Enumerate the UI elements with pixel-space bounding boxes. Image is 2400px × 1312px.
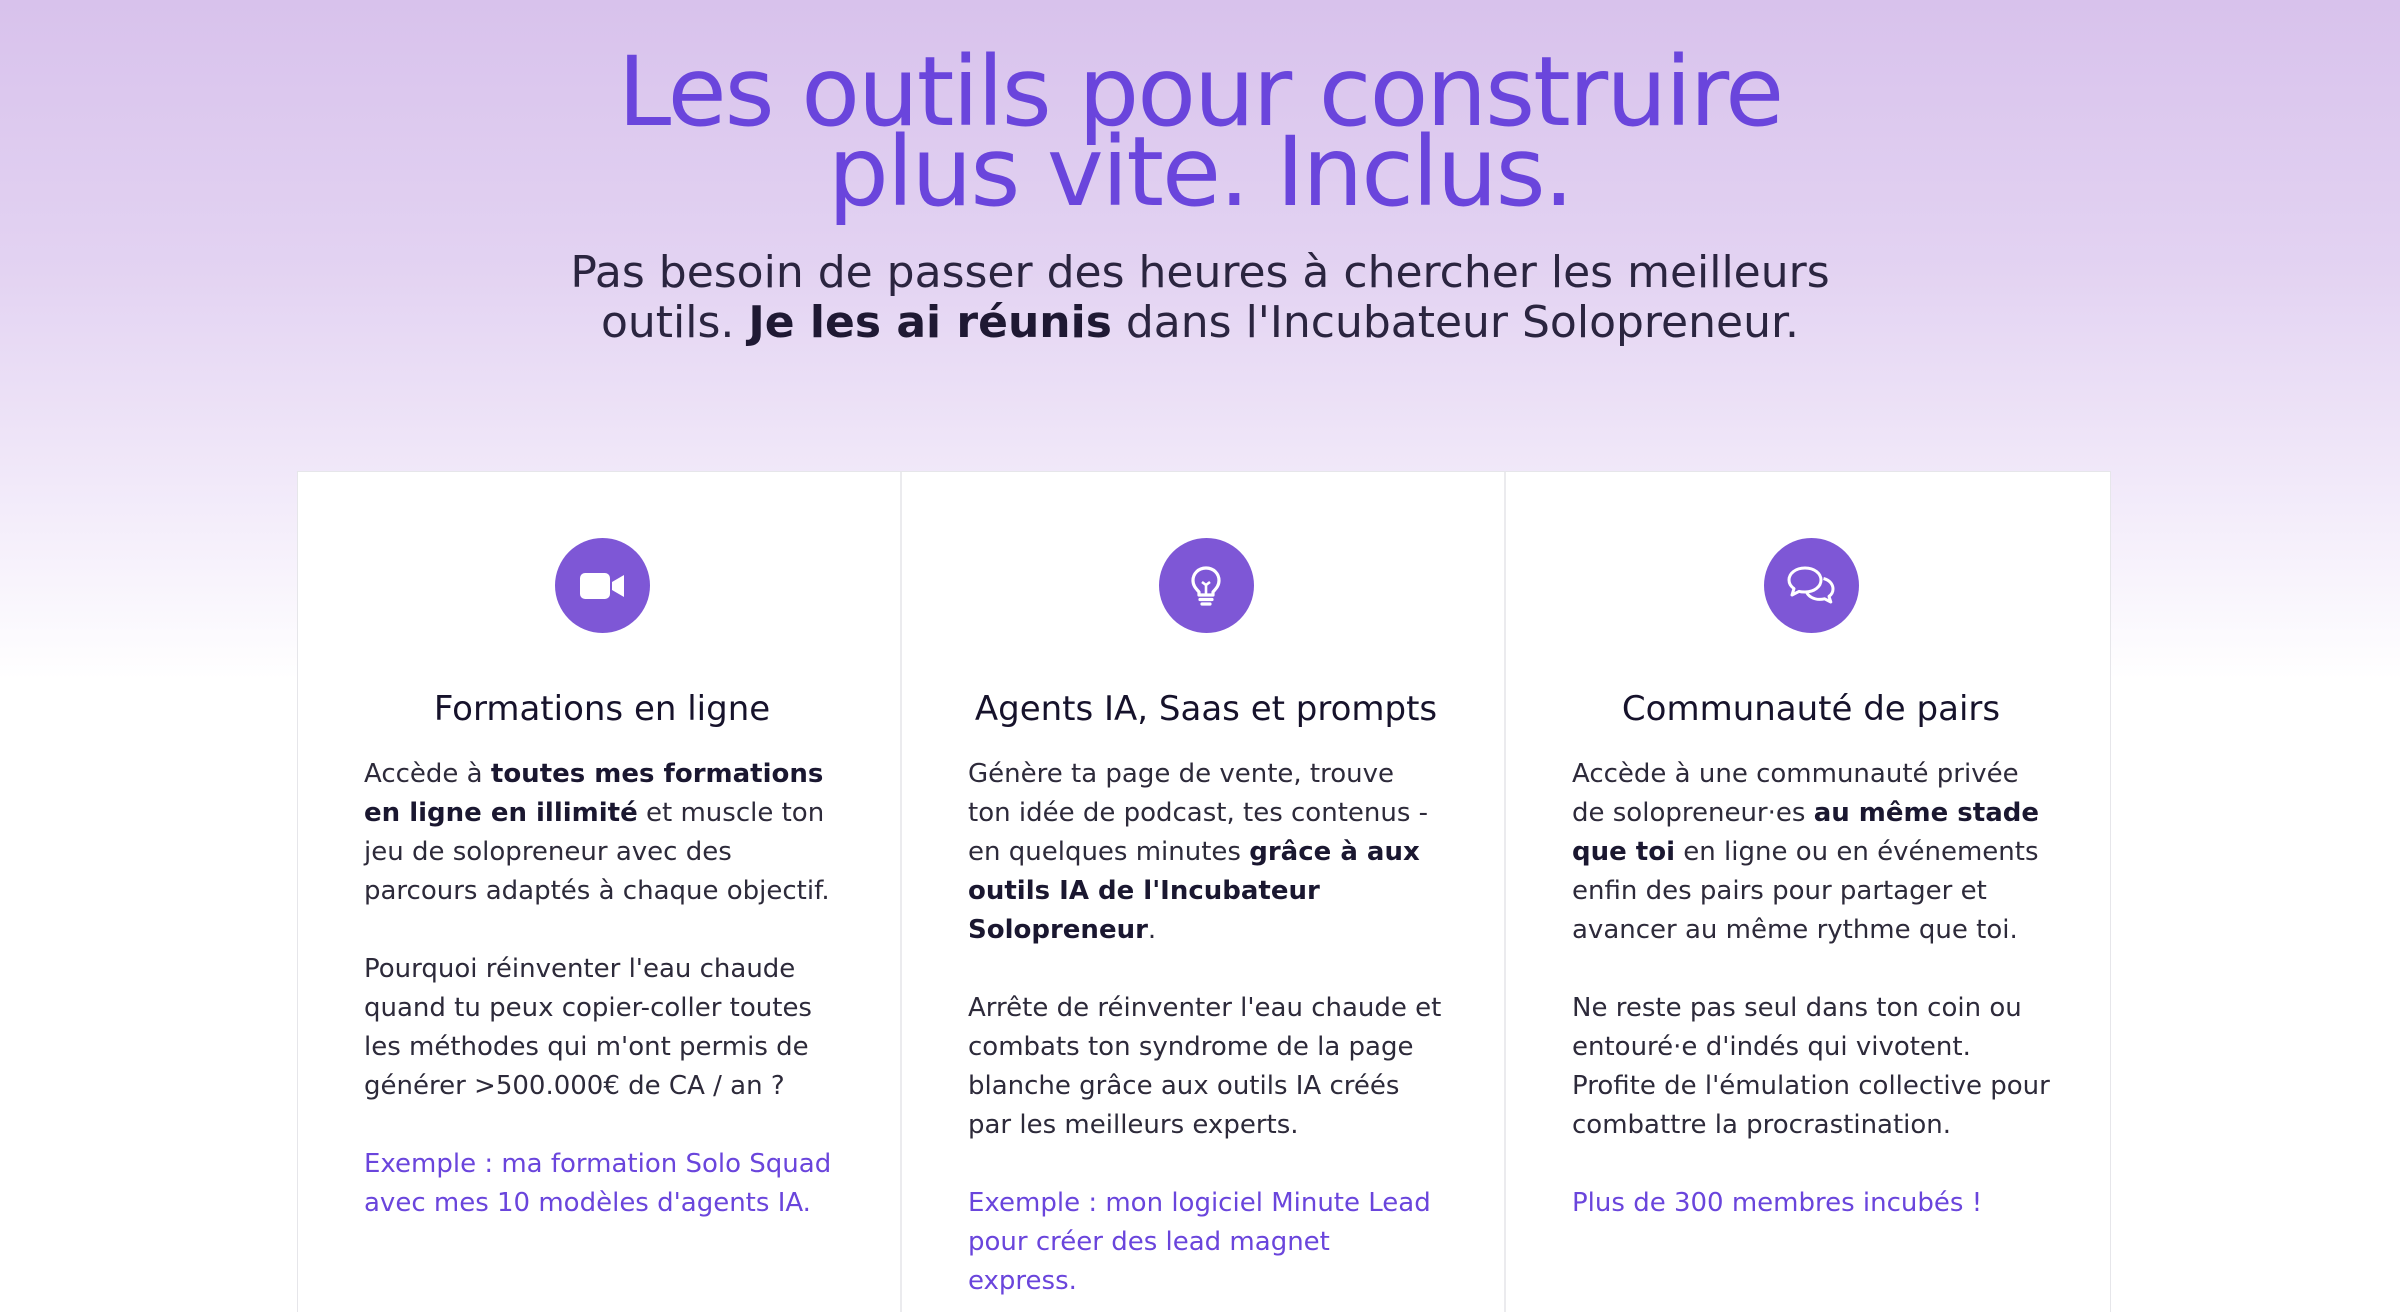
card-description bbox=[1572, 755, 2050, 1145]
card-paragraph-1 bbox=[364, 755, 840, 911]
hero-section bbox=[0, 0, 2400, 348]
hero-subtitle bbox=[550, 248, 1850, 348]
feature-card-formations bbox=[298, 472, 902, 1312]
lightbulb-icon bbox=[1159, 538, 1254, 633]
text: . bbox=[1147, 915, 1157, 945]
text: et muscle ton jeu de solopreneur avec des parcours adaptés à chaque objectif. bbox=[364, 798, 830, 906]
card-example-link[interactable]: Plus de 300 membres incubés ! bbox=[1572, 1188, 1983, 1218]
hero-subtitle-bold: Je les ai réunis bbox=[748, 297, 1112, 348]
card-title: Communauté de pairs bbox=[1621, 689, 2001, 729]
hero-title bbox=[450, 36, 1950, 228]
feature-card-communaute bbox=[1506, 472, 2110, 1312]
text: Accède à une communauté privée de solopreneur·es bbox=[1572, 759, 2019, 828]
bold-text: au même stade que toi bbox=[1572, 798, 2039, 867]
card-description bbox=[968, 755, 1444, 1145]
card-paragraph-1 bbox=[1572, 755, 2050, 950]
chat-bubbles-icon bbox=[1764, 538, 1859, 633]
card-title: Agents IA, Saas et prompts bbox=[974, 689, 1438, 729]
text: Génère ta page de vente, trouve ton idée de podcast, tes contenus - en quelques minutes bbox=[968, 759, 1429, 867]
card-paragraph-2: Ne reste pas seul dans ton coin ou entouré·e d'indés qui vivotent. Profite de l'émulation collective pour combattre la procrastination. bbox=[1572, 993, 2050, 1140]
hero-title-line-2: plus vite. Inclus. bbox=[827, 116, 1573, 228]
features-cards bbox=[297, 471, 2111, 1312]
hero-subtitle-text: Pas besoin de passer des heures à chercher les meilleurs outils. bbox=[570, 247, 1830, 348]
bold-text: grâce à aux outils IA de l'Incubateur Solopreneur bbox=[968, 837, 1420, 945]
hero-subtitle-text-end: dans l'Incubateur Solopreneur. bbox=[1111, 297, 1800, 348]
text: en ligne ou en événements enfin des pairs pour partager et avancer au même rythme que toi. bbox=[1572, 837, 2039, 945]
text: Accède à bbox=[364, 759, 491, 789]
hero-title-line-1: Les outils pour construire bbox=[617, 36, 1783, 148]
video-camera-icon bbox=[555, 538, 650, 633]
card-paragraph-2: Arrête de réinventer l'eau chaude et combats ton syndrome de la page blanche grâce aux outils IA créés par les meilleurs experts. bbox=[968, 993, 1442, 1140]
card-paragraph-2: Pourquoi réinventer l'eau chaude quand tu peux copier-coller toutes les méthodes qui m'ont permis de générer >500.000€ de CA / an ? bbox=[364, 954, 812, 1101]
card-example-link[interactable]: Exemple : mon logiciel Minute Lead pour créer des lead magnet express. bbox=[968, 1188, 1431, 1296]
card-paragraph-1 bbox=[968, 755, 1444, 950]
bold-text: toutes mes formations en ligne en illimité bbox=[364, 759, 824, 828]
card-description bbox=[364, 755, 840, 1106]
feature-card-agents-ia bbox=[902, 472, 1506, 1312]
card-title: Formations en ligne bbox=[433, 689, 771, 729]
card-example-link[interactable]: Exemple : ma formation Solo Squad avec mes 10 modèles d'agents IA. bbox=[364, 1149, 832, 1218]
